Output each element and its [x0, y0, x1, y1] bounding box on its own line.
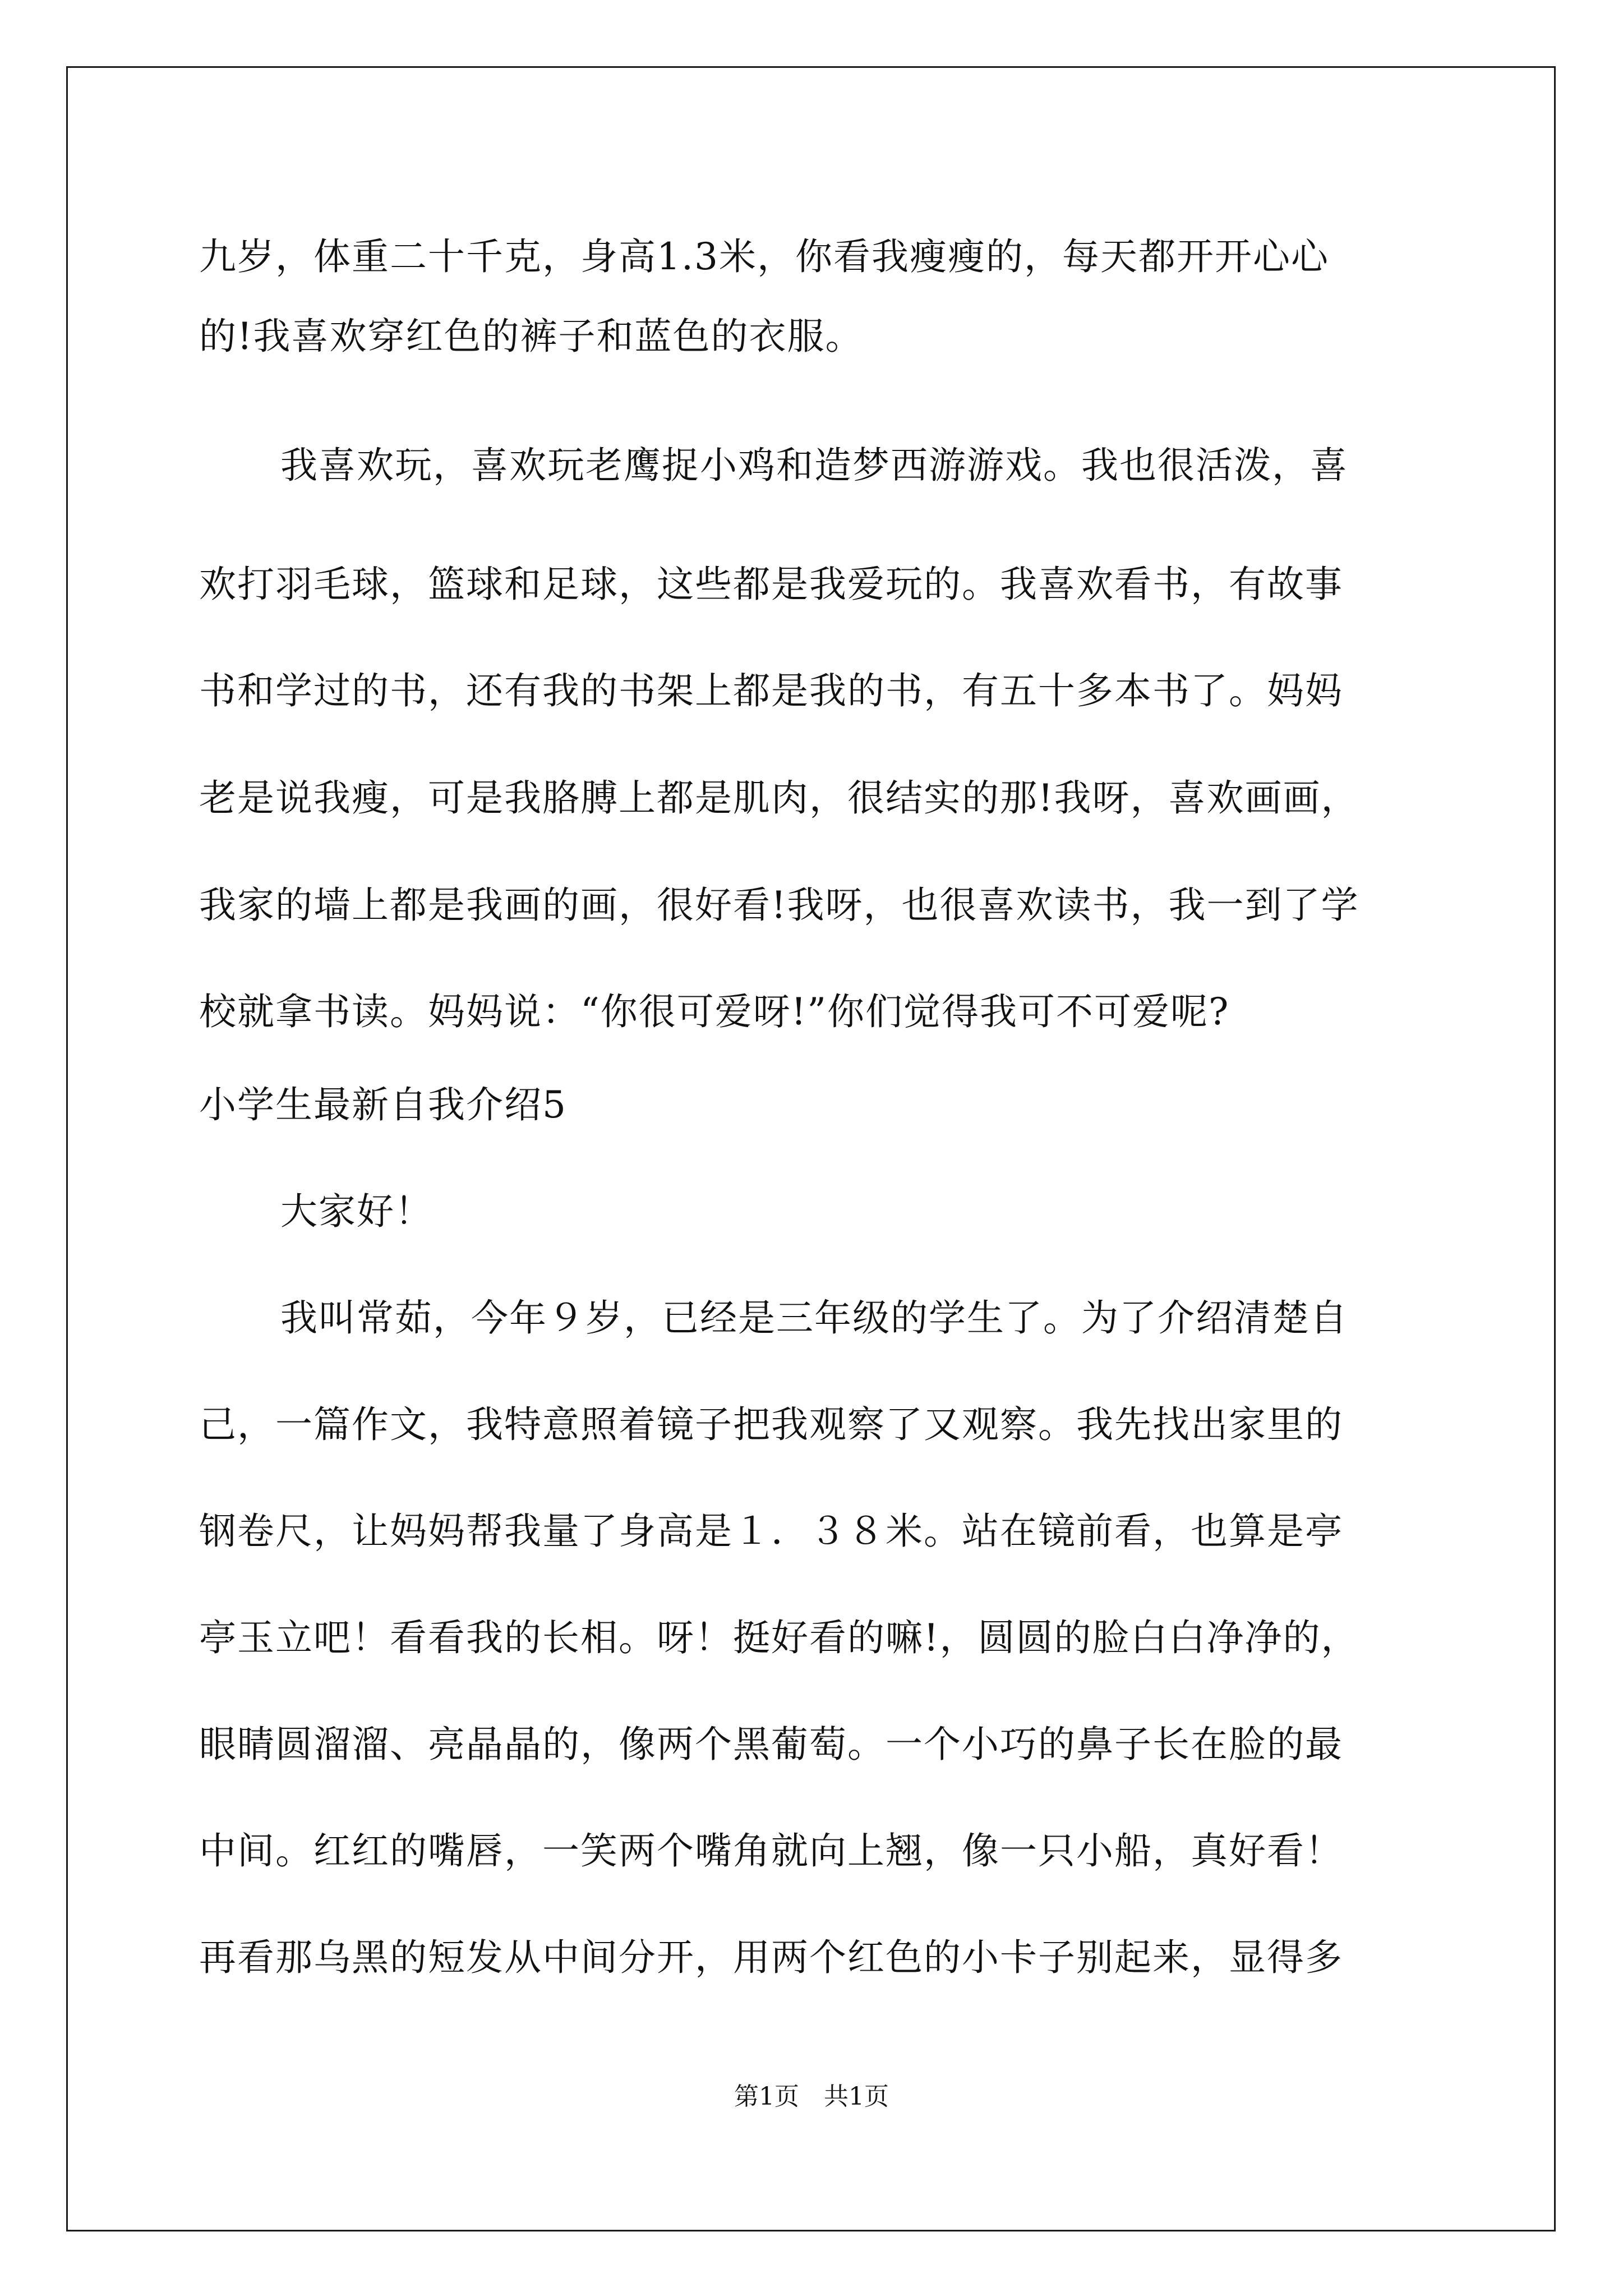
text-line: 眼睛圆溜溜、亮晶晶的，像两个黑葡萄。一个小巧的鼻子长在脸的最 [199, 1723, 1343, 1766]
paragraph-start-line: 我喜欢玩，喜欢玩老鹰捉小鸡和造梦西游游戏。我也很活泼，喜 [280, 444, 1348, 487]
text-line: 钢卷尺，让妈妈帮我量了身高是１．３８米。站在镜前看，也算是亭 [199, 1510, 1343, 1553]
text-line: 的!我喜欢穿红色的裤子和蓝色的衣服。 [199, 315, 864, 358]
text-line: 我家的墙上都是我画的画，很好看!我呀，也很喜欢读书，我一到了学 [199, 884, 1359, 927]
text-line: 亭玉立吧！看看我的长相。呀！挺好看的嘛!，圆圆的脸白白净净的， [199, 1616, 1359, 1659]
text-line: 中间。红红的嘴唇，一笑两个嘴角就向上翘，像一只小船，真好看！ [199, 1829, 1343, 1872]
text-line: 九岁，体重二十千克，身高1.3米，你看我瘦瘦的，每天都开开心心 [199, 235, 1329, 278]
text-line: 己，一篇作文，我特意照着镜子把我观察了又观察。我先找出家里的 [199, 1403, 1343, 1446]
greeting-line: 大家好！ [280, 1190, 433, 1233]
section-heading: 小学生最新自我介绍5 [199, 1083, 567, 1126]
text-line: 欢打羽毛球，篮球和足球，这些都是我爱玩的。我喜欢看书，有故事 [199, 563, 1343, 606]
text-line: 书和学过的书，还有我的书架上都是我的书，有五十多本书了。妈妈 [199, 669, 1343, 712]
page-border [66, 66, 1556, 2231]
text-line: 校就拿书读。妈妈说：“你很可爱呀!”你们觉得我可不可爱呢? [199, 990, 1230, 1033]
text-line: 老是说我瘦，可是我胳膊上都是肌肉，很结实的那!我呀，喜欢画画， [199, 776, 1359, 820]
page-number-footer: 第1页 共1页 [734, 2082, 889, 2111]
text-line: 再看那乌黑的短发从中间分开，用两个红色的小卡子别起来，显得多 [199, 1936, 1343, 1979]
paragraph-start-line: 我叫常茹，今年９岁，已经是三年级的学生了。为了介绍清楚自 [280, 1296, 1348, 1340]
